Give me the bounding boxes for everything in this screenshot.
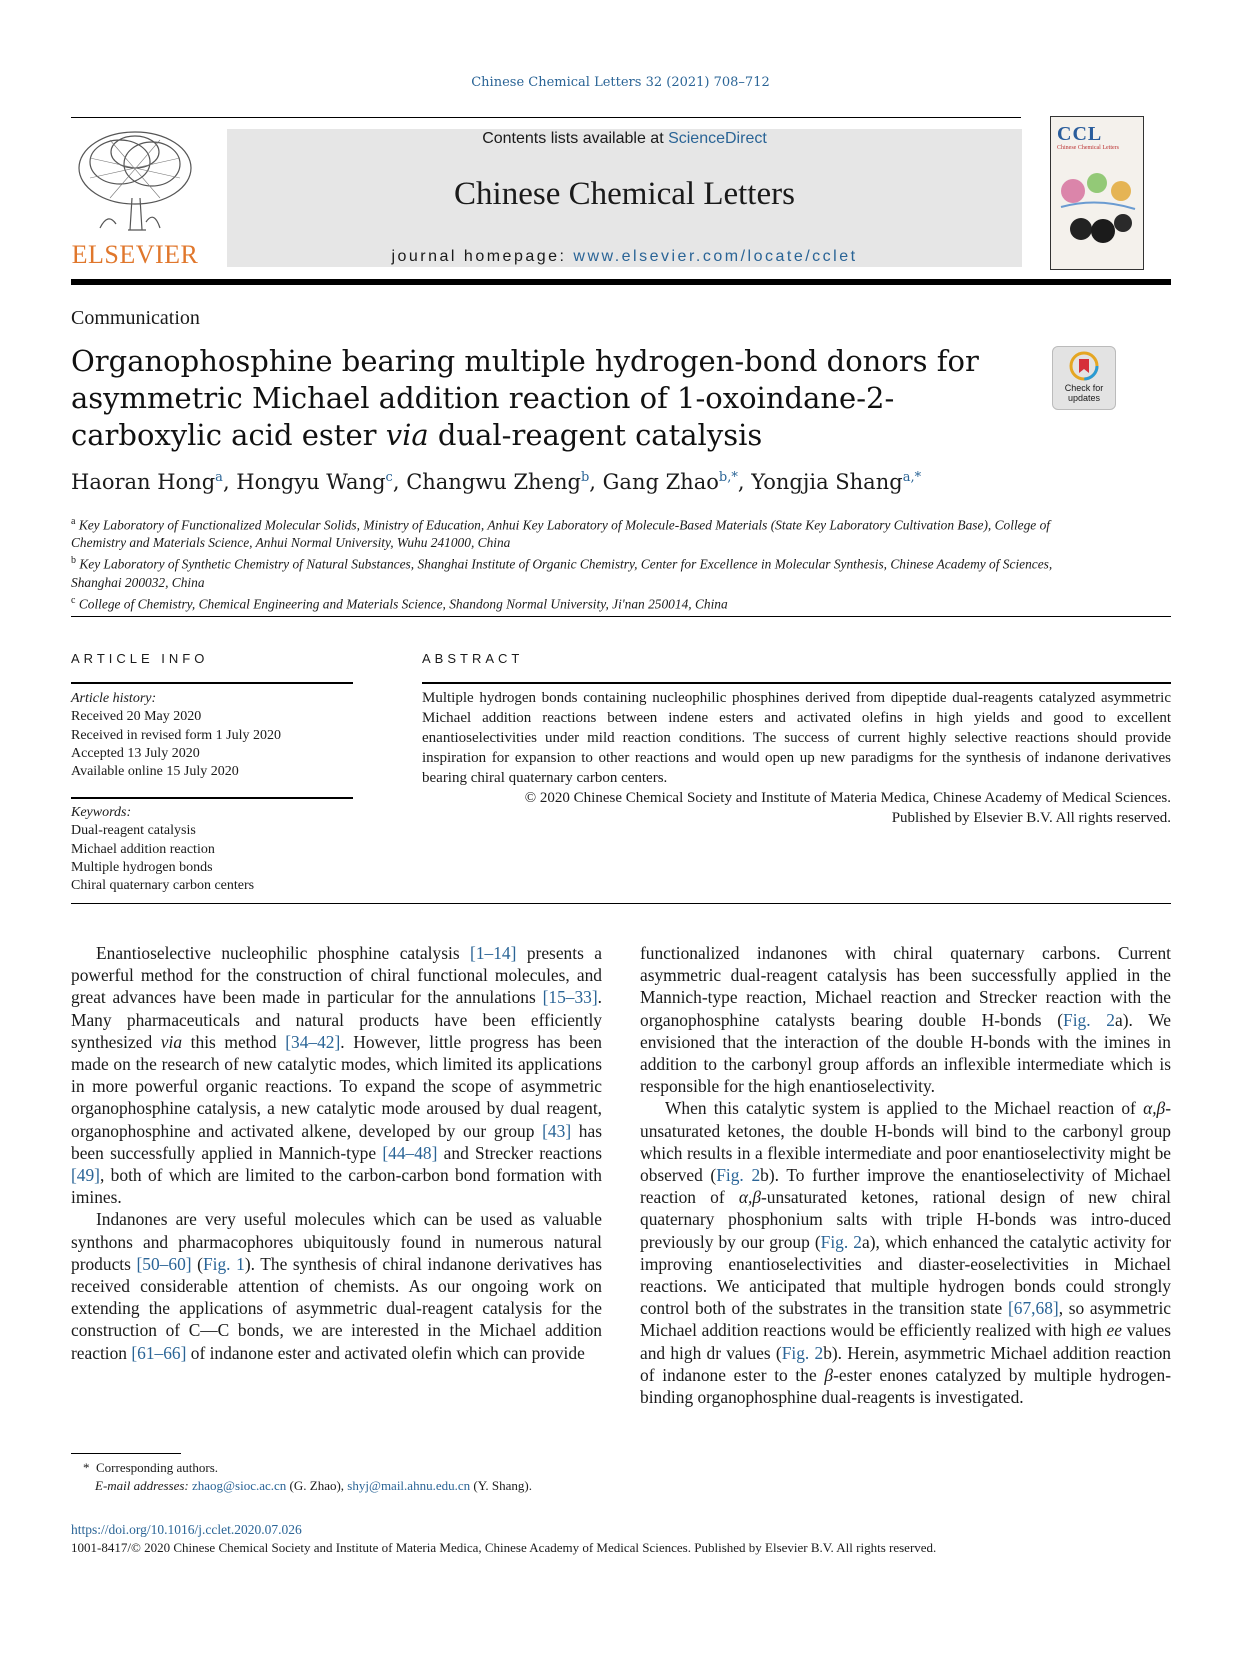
citation-link[interactable]: [1–14] bbox=[470, 943, 517, 963]
history-item: Received in revised form 1 July 2020 bbox=[71, 727, 281, 743]
article-info-rule bbox=[71, 682, 353, 684]
abstract-body bbox=[422, 688, 1171, 828]
abstract-bottom-rule bbox=[71, 903, 1171, 904]
citation-link[interactable]: [43] bbox=[542, 1120, 572, 1141]
citation-link[interactable]: [15–33] bbox=[542, 987, 598, 1008]
contents-available bbox=[227, 130, 1022, 148]
keywords bbox=[71, 804, 353, 895]
citation-link[interactable]: [61–66] bbox=[131, 1342, 187, 1363]
paragraph: Enantioselective nucleophilic phosphine catalysis [1–14] presents a powerful method for the construction of chiral functional molecules, and great advances have been made in particular for the annulations [15–33]. Many pharmaceuticals and natural products have been efficiently synthesized via this method [34–42]. However, little progress has been made on the research of new catalytic modes, which limited its applications in more powerful organic reactions. To expand the scope of asymmetric organophosphine catalysis, a new catalytic mode aroused by dual reagent, organophosphine and activated alkene, developed by our group [43] has been successfully applied in Mannich-type [44–48] and Strecker reactions [49], both of which are limited to the carbon-carbon bond formation with imines. bbox=[71, 943, 602, 1208]
article-history bbox=[71, 690, 353, 781]
footnote-rule bbox=[71, 1453, 181, 1454]
journal-cover-thumbnail[interactable] bbox=[1050, 116, 1144, 270]
footnote-mark: * bbox=[83, 1460, 90, 1475]
article-type: Communication bbox=[71, 307, 200, 329]
abstract-heading: ABSTRACT bbox=[422, 651, 524, 666]
elsevier-wordmark: ELSEVIER bbox=[71, 240, 199, 269]
email-link[interactable]: shyj@mail.ahnu.edu.cn bbox=[347, 1478, 471, 1493]
figure-link[interactable]: Fig. 2 bbox=[820, 1231, 862, 1252]
paragraph: functionalized indanones with chiral quaternary carbons. Current asymmetric dual-reagent catalysis has been successfully applied in the Mannich-type reaction, Michael reaction and Strecker reaction with the organophosphine catalysts bearing double H-bonds (Fig. 2a). We envisioned that the interaction of the double H-bonds with the imines in addition to the carbonyl group affords an inflexible intermediate which is responsible for the high enantioselectivity. bbox=[640, 943, 1171, 1097]
article-info-heading: ARTICLE INFO bbox=[71, 651, 209, 666]
keywords-rule bbox=[71, 797, 353, 799]
citation-link[interactable]: [67,68] bbox=[1007, 1298, 1059, 1319]
author[interactable]: Hongyu Wang$^c$ bbox=[236, 470, 393, 494]
corresponding-footnote: * Corresponding authors. E-mail addresses: zhaog@sioc.ac.cn (G. Zhao), shyj@mail.ahnu.edu.cn (Y. Shang). bbox=[83, 1460, 532, 1493]
author-list: Haoran Hong$^a$, Hongyu Wang$^c$, Changwu Zheng$^b$, Gang Zhao$^{b,*}$, Yongjia Shang$^{a,*}$ bbox=[71, 470, 922, 494]
keywords-label: Keywords: bbox=[71, 805, 132, 820]
author[interactable]: Haoran Hong$^a$ bbox=[71, 470, 223, 494]
affiliation: $^a$ Key Laboratory of Functionalized Molecular Solids, Ministry of Education, Anhui Key Laboratory of Molecule-Based Materials (State Key Laboratory Cultivation Base), College of Chemistry and Materials Science, Anhui Normal University, Wuhu 241000, China bbox=[71, 516, 1051, 551]
figure-link[interactable]: Fig. 2 bbox=[716, 1165, 761, 1186]
homepage-link[interactable]: www.elsevier.com/locate/cclet bbox=[573, 248, 858, 265]
body-column-left bbox=[71, 942, 602, 1364]
citation-link[interactable]: [50–60] bbox=[136, 1253, 192, 1274]
title-italic: via bbox=[385, 418, 429, 452]
journal-name: Chinese Chemical Letters bbox=[454, 176, 795, 212]
article-title bbox=[71, 343, 1021, 454]
cover-artwork-icon bbox=[1051, 157, 1143, 267]
elsevier-logo[interactable] bbox=[70, 128, 200, 270]
email-label: E-mail addresses: bbox=[95, 1478, 189, 1493]
homepage-prefix: journal homepage: bbox=[391, 248, 574, 265]
issn-copyright: 1001-8417/© 2020 Chinese Chemical Society and Institute of Materia Medica, Chinese Academy of Medical Sciences. Published by Elsevier B.V. All rights reserved. bbox=[71, 1540, 937, 1555]
author[interactable]: Gang Zhao$^{b,*}$ bbox=[602, 470, 738, 494]
doi-link[interactable]: https://doi.org/10.1016/j.cclet.2020.07.026 bbox=[71, 1522, 302, 1537]
cover-subtitle: Chinese Chemical Letters bbox=[1057, 145, 1119, 151]
citation-link[interactable]: [44–48] bbox=[382, 1142, 438, 1163]
title-part-2: dual-reagent catalysis bbox=[428, 418, 763, 452]
affiliation: $^c$ College of Chemistry, Chemical Engineering and Materials Science, Shandong Normal University, Ji'nan 250014, China bbox=[71, 594, 728, 612]
figure-link[interactable]: Fig. 2 bbox=[1063, 1009, 1115, 1030]
figure-link[interactable]: Fig. 2 bbox=[781, 1342, 824, 1363]
email-link[interactable]: zhaog@sioc.ac.cn bbox=[192, 1478, 287, 1493]
keyword: Chiral quaternary carbon centers bbox=[71, 878, 255, 894]
history-item: Accepted 13 July 2020 bbox=[71, 745, 200, 761]
header-top-rule bbox=[71, 117, 1021, 118]
bookmark-icon bbox=[1069, 351, 1099, 381]
title-part-1: Organophosphine bearing multiple hydrogen-bond donors for asymmetric Michael addition reaction of 1-oxoindane-2-carboxylic acid ester bbox=[71, 344, 979, 452]
keyword: Dual-reagent catalysis bbox=[71, 823, 196, 839]
history-item: Available online 15 July 2020 bbox=[71, 764, 239, 780]
abstract-text: Multiple hydrogen bonds containing nucleophilic phosphines derived from dipeptide dual-reagents catalyzed asymmetric Michael addition reactions between indene esters and activated olefins in high yields and good to excellent enantioselectivities under mild reaction conditions. The success of current highly selective reactions should provide inspiration for expansion to other reactions and would open up new paradigms for the synthesis of indanone derivatives bearing chiral quaternary carbon centers. bbox=[422, 690, 1171, 786]
body-column-right bbox=[640, 942, 1171, 1408]
cover-title: CCL bbox=[1057, 123, 1103, 145]
author[interactable]: Yongjia Shang$^{a,*}$ bbox=[751, 470, 922, 494]
corresponding-label: Corresponding authors. bbox=[96, 1460, 219, 1475]
author[interactable]: Changwu Zheng$^b$ bbox=[406, 470, 590, 494]
check-updates-label: Check for updates bbox=[1064, 383, 1104, 403]
history-item: Received 20 May 2020 bbox=[71, 709, 202, 725]
check-for-updates-button[interactable] bbox=[1052, 346, 1116, 410]
keyword: Michael addition reaction bbox=[71, 841, 215, 857]
journal-reference[interactable]: Chinese Chemical Letters 32 (2021) 708–712 bbox=[471, 75, 770, 90]
header-thick-rule bbox=[71, 279, 1171, 285]
affiliations bbox=[71, 513, 1081, 613]
paragraph: Indanones are very useful molecules which can be used as valuable synthons and pharmacophores ubiquitously found in numerous natural products [50–60] (Fig. 1). The synthesis of chiral indanone derivatives has received considerable attention of chemists. As our ongoing work on extending the applications of asymmetric dual-reagent catalysis for the construction of C—C bonds, we are interested in the Michael addition reaction [61–66] of indanone ester and activated olefin which can provide bbox=[71, 1209, 602, 1363]
elsevier-tree-icon bbox=[70, 128, 200, 236]
history-label: Article history: bbox=[71, 691, 157, 706]
abstract-copyright: © 2020 Chinese Chemical Society and Institute of Materia Medica, Chinese Academy of Medical Sciences. Published by Elsevier B.V. All rights reserved. bbox=[524, 790, 1171, 826]
keyword: Multiple hydrogen bonds bbox=[71, 859, 213, 875]
citation-link[interactable]: [34–42] bbox=[285, 1031, 341, 1052]
figure-link[interactable]: Fig. 1 bbox=[202, 1253, 245, 1274]
contents-prefix: Contents lists available at bbox=[482, 130, 669, 147]
citation-link[interactable]: [49] bbox=[71, 1165, 100, 1186]
affiliation: $^b$ Key Laboratory of Synthetic Chemistry of Natural Substances, Shanghai Institute of Organic Chemistry, Center for Excellence in Molecular Synthesis, Chinese Academy of Sciences, Shanghai 200032, China bbox=[71, 555, 1053, 590]
affiliations-rule bbox=[71, 616, 1171, 617]
paragraph: When this catalytic system is applied to the Michael reaction of α,β-unsaturated ketones, the double H-bonds will bind to the carbonyl group which results in a flexible intermediate and poor enantioselectivity might be observed (Fig. 2b). To further improve the enantioselectivity of Michael reaction of α,β-unsaturated ketones, rational design of new chiral quaternary phosphonium salts with triple H-bonds was intro-duced previously by our group (Fig. 2a), which enhanced the catalytic activity for improving enantioselectivities and diaster-eoselectivities in Michael reactions. We anticipated that multiple hydrogen bonds could strongly control both of the substrates in the transition state [67,68], so asymmetric Michael addition reactions would be efficiently realized with high ee values and high dr values (Fig. 2b). Herein, asymmetric Michael addition reaction of indanone ester to the β-ester enones catalyzed by multiple hydrogen-binding organophosphine dual-reagents is investigated. bbox=[640, 1098, 1172, 1408]
abstract-rule bbox=[422, 682, 1171, 684]
sciencedirect-link[interactable]: ScienceDirect bbox=[668, 130, 767, 147]
journal-homepage bbox=[227, 248, 1022, 266]
